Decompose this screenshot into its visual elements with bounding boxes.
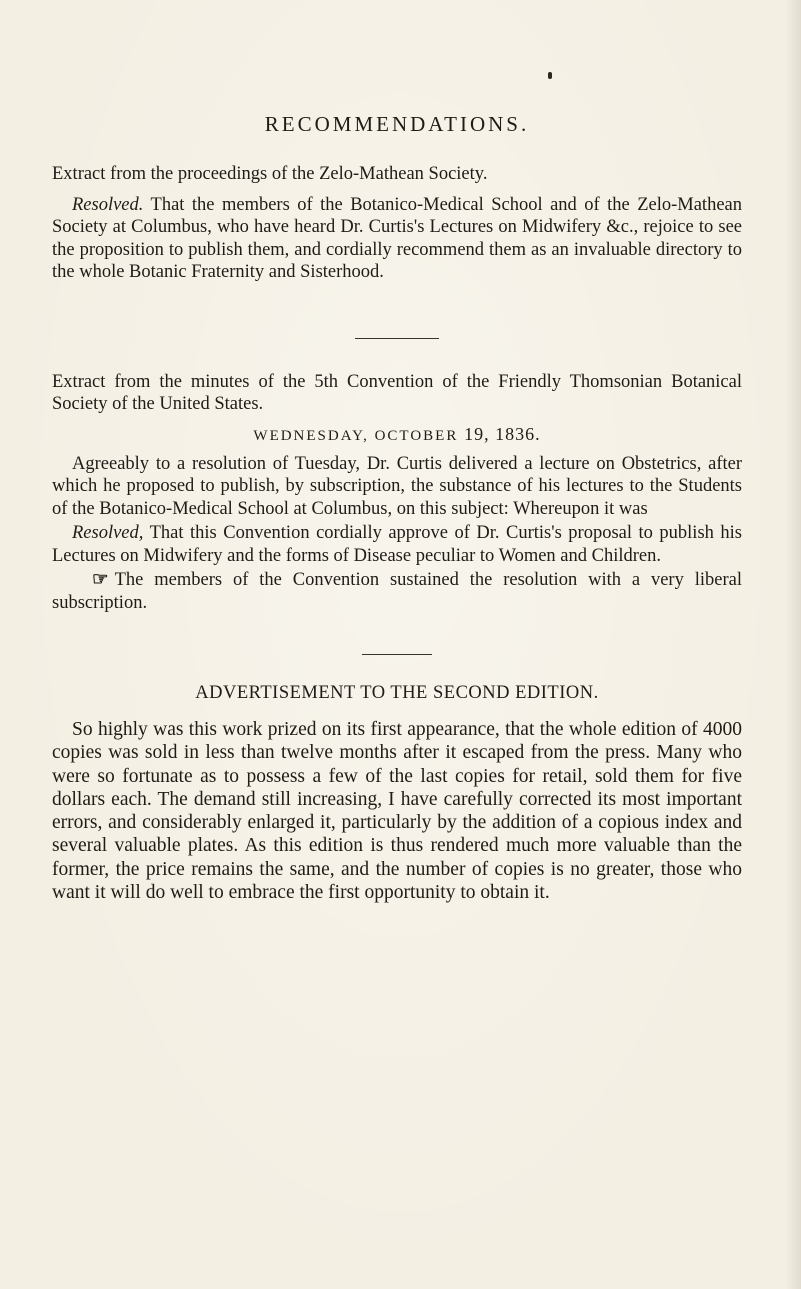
extract1-heading: Extract from the proceedings of the Zelo-Mathean Society. [52, 164, 488, 184]
section-divider-2 [362, 654, 432, 655]
dateline [52, 424, 742, 445]
extract1-resolution [52, 194, 742, 284]
resolved-label: Resolved. [72, 194, 144, 215]
convention-note [52, 569, 742, 614]
advertisement-body: So highly was this work prized on its first appearance, that the whole edition of 4000 copies was sold in less than twelve months after it escaped from the press. Many who were so fortunate as to possess a few of the last copies for retail, sold them for five dollars each. The demand still increasing, I have carefully corrected its most important errors, and considerably enlarged it, particularly by the addition of a copious index and several valuable plates. As this edition is thus rendered much more valuable than the former, the price remains the same, and the number of copies is no greater, those who want it will do well to embrace the first opportunity to obtain it. [52, 719, 742, 904]
resolution-text: That the members of the Botanico-Medical School and of the Zelo-Mathean Society at Columbus, who have heard Dr. Curtis's Lectures on Midwifery &c., rejoice to see the proposition to publish them, and cordially recommend them as an invaluable directory to the whole Botanic Fraternity and Sisterhood. [52, 194, 742, 282]
advertisement-title: ADVERTISEMENT TO THE SECOND EDITION. [195, 683, 599, 703]
page-content [52, 112, 742, 904]
resolved-label-2: Resolved, [72, 523, 144, 543]
pointing-hand-icon: ☞ [92, 570, 109, 590]
ink-mark [548, 72, 552, 79]
extract2-heading: Extract from the minutes of the 5th Convention of the Friendly Thomsonian Botanical Society of the United States. [52, 371, 742, 414]
resolution-text-2: That this Convention cordially approve of Dr. Curtis's proposal to publish his Lectures on Midwifery and the forms of Disease peculiar to Women and Children. [52, 523, 742, 566]
extract2-resolution [52, 522, 742, 567]
extract2-paragraph: Agreeably to a resolution of Tuesday, Dr. Curtis delivered a lecture on Obstetrics, after which he proposed to publish, by subscription, the substance of his lectures to the Students of the Botanico-Medical School at Columbus, on this subject: Whereupon it was [52, 453, 742, 519]
page-edge-shadow [785, 0, 801, 1289]
date-text: WEDNESDAY, OCTOBER [253, 427, 459, 444]
date-number: 19, 1836. [464, 423, 541, 444]
note-text: The members of the Convention sustained the resolution with a very liberal subscription. [52, 570, 742, 613]
page-header: RECOMMENDATIONS. [264, 112, 530, 136]
section-divider [355, 338, 439, 339]
